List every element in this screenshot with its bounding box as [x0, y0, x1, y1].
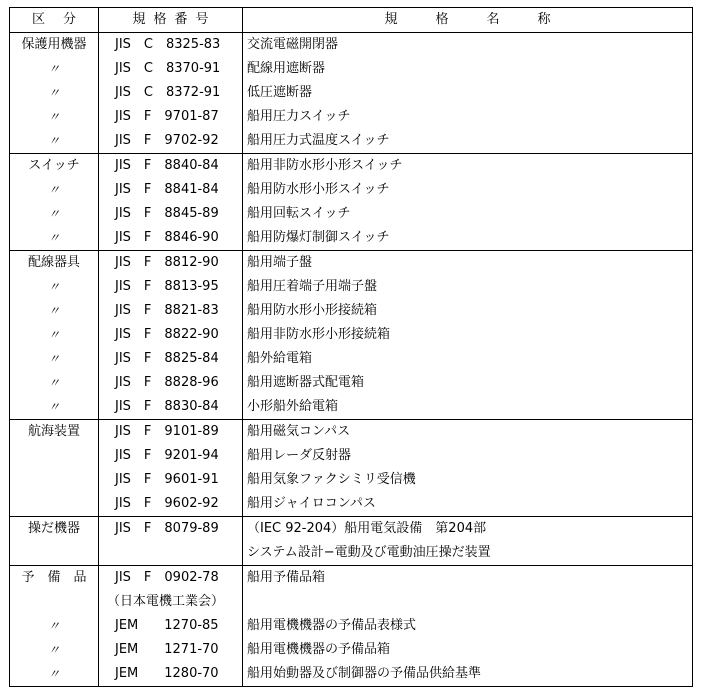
- category-cell: 予 備 品: [10, 566, 99, 591]
- category-cell: [10, 492, 99, 517]
- standard-number-cell: JIS F 8845-89: [99, 202, 243, 226]
- table-row: [10, 371, 693, 395]
- standards-table-container: [9, 7, 692, 687]
- standard-name-cell: 小形船外給電箱: [243, 395, 693, 420]
- category-cell: 〃: [10, 226, 99, 251]
- category-cell: 〃: [10, 81, 99, 105]
- standard-number-cell: JEM 1270-85: [99, 614, 243, 638]
- standard-name-cell: 船用ジャイロコンパス: [243, 492, 693, 517]
- standard-name-cell: 船用端子盤: [243, 251, 693, 276]
- standard-number-cell: JIS C 8325-83: [99, 33, 243, 58]
- category-cell: 〃: [10, 57, 99, 81]
- standard-number-cell: JEM 1280-70: [99, 662, 243, 687]
- category-cell: 〃: [10, 105, 99, 129]
- table-row: [10, 395, 693, 420]
- standard-name-cell: 配線用遮断器: [243, 57, 693, 81]
- standard-name-cell: 船用電機機器の予備品箱: [243, 638, 693, 662]
- table-row: [10, 154, 693, 179]
- category-cell: 配線器具: [10, 251, 99, 276]
- table-row: [10, 614, 693, 638]
- standard-name-cell: 船用レーダ反射器: [243, 444, 693, 468]
- standard-number-cell: JIS F 8841-84: [99, 178, 243, 202]
- header-standard-number: 規格番号: [99, 8, 243, 33]
- standard-number-cell: JIS F 8846-90: [99, 226, 243, 251]
- table-row: [10, 251, 693, 276]
- standard-name-cell: 船用気象ファクシミリ受信機: [243, 468, 693, 492]
- standard-name-cell: [243, 590, 693, 614]
- category-cell: [10, 541, 99, 566]
- category-cell: 〃: [10, 202, 99, 226]
- table-row: [10, 566, 693, 591]
- table-row: [10, 226, 693, 251]
- category-cell: [10, 444, 99, 468]
- table-row: [10, 492, 693, 517]
- table-row: [10, 444, 693, 468]
- standard-name-cell: 船用磁気コンパス: [243, 420, 693, 445]
- category-cell: 〃: [10, 395, 99, 420]
- standard-name-cell: 船用防水形小形スイッチ: [243, 178, 693, 202]
- standard-number-cell: JIS F 9601-91: [99, 468, 243, 492]
- category-cell: スイッチ: [10, 154, 99, 179]
- table-row: [10, 81, 693, 105]
- category-cell: 〃: [10, 275, 99, 299]
- category-cell: 〃: [10, 323, 99, 347]
- standard-number-cell: JIS F 8812-90: [99, 251, 243, 276]
- table-row: [10, 323, 693, 347]
- header-standard-name: 規格名称: [243, 8, 693, 33]
- standard-name-cell: 船用回転スイッチ: [243, 202, 693, 226]
- standard-name-cell: 船用電機機器の予備品表様式: [243, 614, 693, 638]
- category-cell: 〃: [10, 371, 99, 395]
- standard-name-cell: 船外給電箱: [243, 347, 693, 371]
- standard-number-cell: JIS F 9701-87: [99, 105, 243, 129]
- table-row: [10, 129, 693, 154]
- category-cell: 航海装置: [10, 420, 99, 445]
- standard-name-cell: 船用非防水形小形スイッチ: [243, 154, 693, 179]
- standard-name-cell: 船用防爆灯制御スイッチ: [243, 226, 693, 251]
- standard-number-cell: JIS F 9101-89: [99, 420, 243, 445]
- standard-number-cell: JIS F 9702-92: [99, 129, 243, 154]
- category-cell: [10, 468, 99, 492]
- standard-number-cell: JEM 1271-70: [99, 638, 243, 662]
- standard-name-cell: 船用圧力式温度スイッチ: [243, 129, 693, 154]
- category-cell: 〃: [10, 614, 99, 638]
- standard-name-cell: 船用予備品箱: [243, 566, 693, 591]
- standard-number-cell: JIS F 0902-78: [99, 566, 243, 591]
- table-row: [10, 468, 693, 492]
- category-cell: 〃: [10, 178, 99, 202]
- standard-number-cell: JIS F 8840-84: [99, 154, 243, 179]
- table-row: [10, 299, 693, 323]
- category-cell: 〃: [10, 638, 99, 662]
- table-row: [10, 662, 693, 687]
- table-row: [10, 541, 693, 566]
- standard-name-cell: システム設計−電動及び電動油圧操だ装置: [243, 541, 693, 566]
- table-row: [10, 202, 693, 226]
- category-cell: 〃: [10, 662, 99, 687]
- table-row: [10, 33, 693, 58]
- table-row: [10, 105, 693, 129]
- standard-number-cell: JIS F 8813-95: [99, 275, 243, 299]
- standard-number-cell: [99, 541, 243, 566]
- standard-name-cell: 交流電磁開閉器: [243, 33, 693, 58]
- category-cell: 〃: [10, 299, 99, 323]
- table-row: [10, 420, 693, 445]
- table-row: [10, 517, 693, 542]
- table-row: [10, 347, 693, 371]
- standard-name-cell: 船用非防水形小形接続箱: [243, 323, 693, 347]
- standards-table: [9, 7, 693, 687]
- header-category: 区分: [10, 8, 99, 33]
- standard-number-cell: JIS C 8370-91: [99, 57, 243, 81]
- standard-number-cell: JIS F 8825-84: [99, 347, 243, 371]
- standard-name-cell: 低圧遮断器: [243, 81, 693, 105]
- category-cell: [10, 590, 99, 614]
- table-row: [10, 57, 693, 81]
- standard-name-cell: 船用圧力スイッチ: [243, 105, 693, 129]
- standard-number-cell: JIS F 8828-96: [99, 371, 243, 395]
- header-row: [10, 8, 693, 33]
- standard-name-cell: 船用圧着端子用端子盤: [243, 275, 693, 299]
- category-cell: 〃: [10, 347, 99, 371]
- standard-name-cell: （IEC 92-204）船用電気設備 第204部: [243, 517, 693, 542]
- standard-name-cell: 船用遮断器式配電箱: [243, 371, 693, 395]
- standard-number-cell: JIS F 8079-89: [99, 517, 243, 542]
- category-cell: 操だ機器: [10, 517, 99, 542]
- category-cell: 〃: [10, 129, 99, 154]
- standard-number-cell: JIS F 8830-84: [99, 395, 243, 420]
- standard-name-cell: 船用始動器及び制御器の予備品供給基準: [243, 662, 693, 687]
- standard-number-cell: JIS F 9201-94: [99, 444, 243, 468]
- category-cell: 保護用機器: [10, 33, 99, 58]
- standard-number-cell: JIS F 8822-90: [99, 323, 243, 347]
- standard-number-cell: JIS F 8821-83: [99, 299, 243, 323]
- standard-name-cell: 船用防水形小形接続箱: [243, 299, 693, 323]
- standard-number-cell: （日本電機工業会）: [99, 590, 243, 614]
- standard-number-cell: JIS C 8372-91: [99, 81, 243, 105]
- table-row: [10, 178, 693, 202]
- table-row: [10, 275, 693, 299]
- table-row: [10, 638, 693, 662]
- table-row: [10, 590, 693, 614]
- standard-number-cell: JIS F 9602-92: [99, 492, 243, 517]
